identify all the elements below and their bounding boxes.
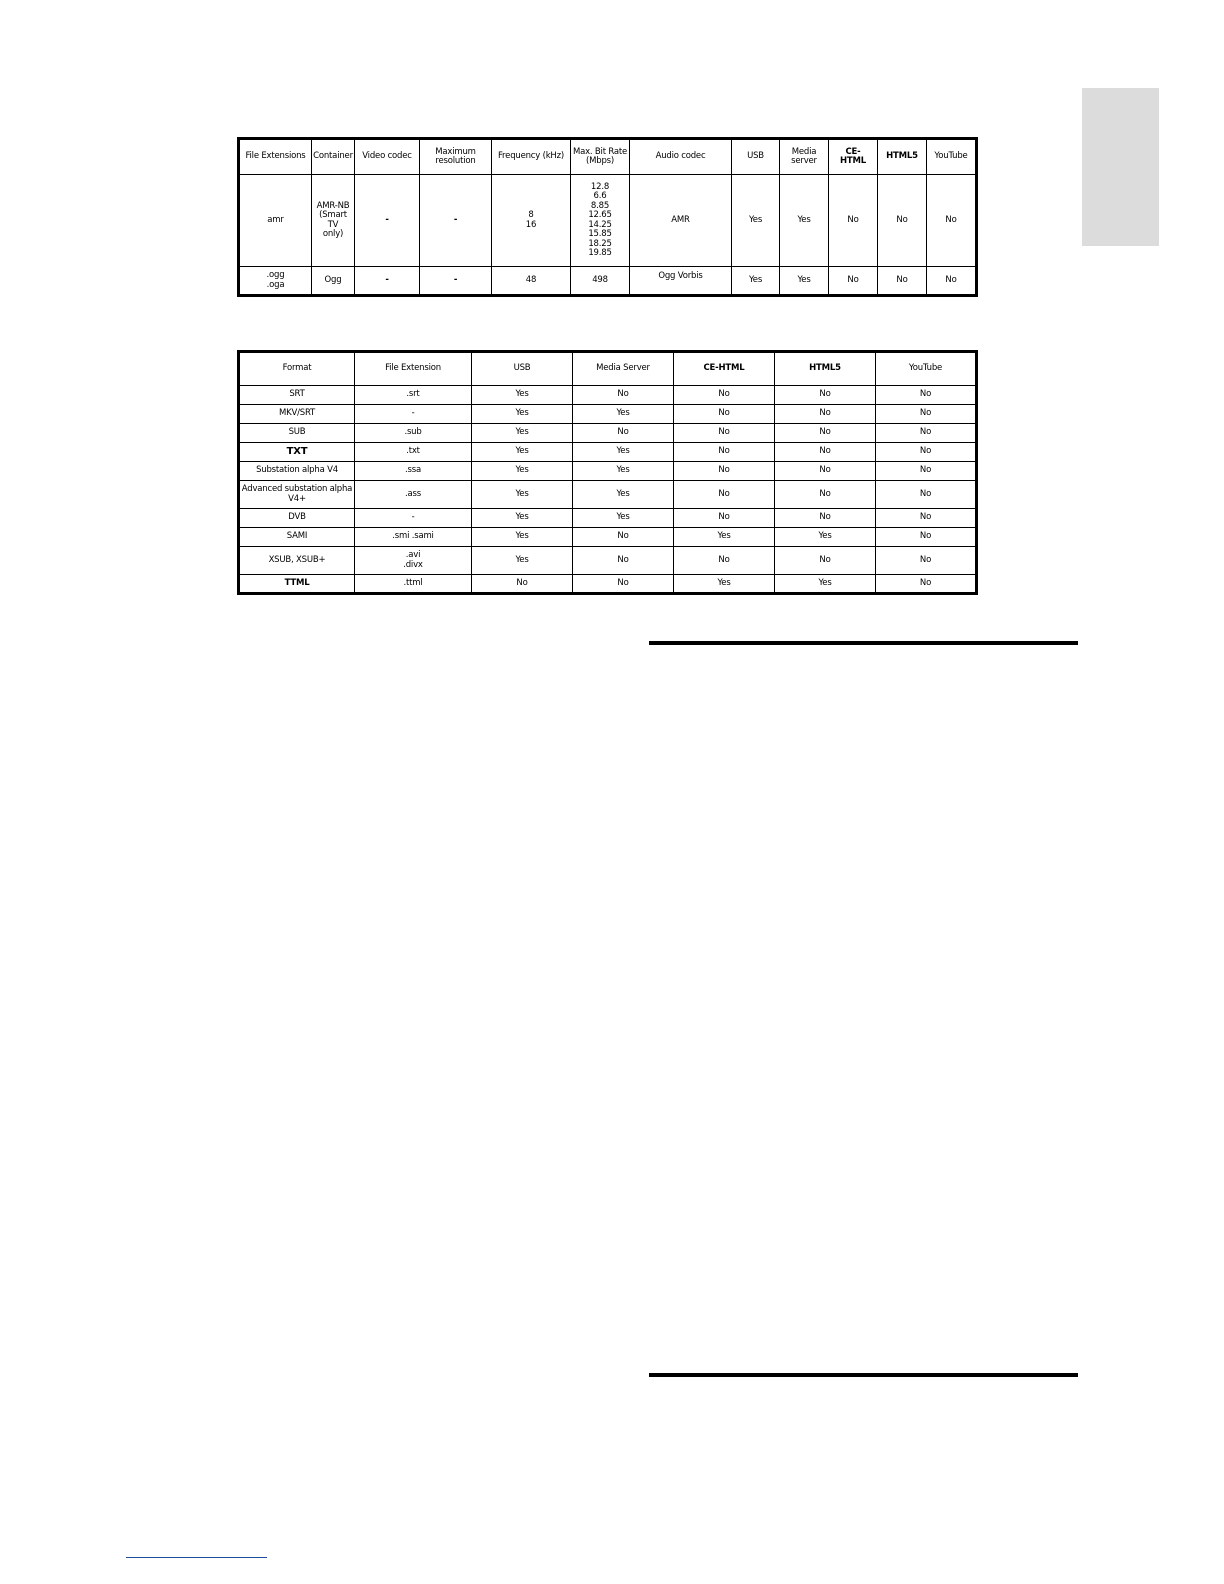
table-row — [239, 575, 977, 594]
cell-frequency: 8 16 — [492, 175, 571, 267]
cell-extension: .srt — [355, 386, 472, 405]
cell-extension: .ssa — [355, 462, 472, 481]
cell-youtube: No — [876, 405, 977, 424]
cell-extension: .avi .divx — [355, 547, 472, 575]
cell-html5: No — [775, 462, 876, 481]
cell-youtube: No — [927, 267, 977, 296]
table-row — [239, 424, 977, 443]
cell-max-resolution: - — [420, 267, 492, 296]
cell-youtube: No — [876, 424, 977, 443]
cell-media-server: No — [573, 386, 674, 405]
cell-html5: Yes — [775, 575, 876, 594]
cell-format: DVB — [239, 509, 355, 528]
table-row — [239, 175, 977, 267]
cell-video-codec: - — [355, 175, 420, 267]
cell-extension: - — [355, 509, 472, 528]
cell-format: TXT — [239, 443, 355, 462]
cell-youtube: No — [876, 547, 977, 575]
cell-youtube: No — [876, 528, 977, 547]
cell-file-extension: .ogg .oga — [239, 267, 312, 296]
cell-youtube: No — [876, 386, 977, 405]
cell-ce-html: No — [674, 405, 775, 424]
cell-format: SUB — [239, 424, 355, 443]
cell-format: Substation alpha V4 — [239, 462, 355, 481]
cell-ce-html: No — [674, 443, 775, 462]
cell-ce-html: No — [674, 481, 775, 509]
cell-media-server: Yes — [573, 462, 674, 481]
cell-media-server: No — [573, 547, 674, 575]
cell-usb: Yes — [472, 424, 573, 443]
audio-col-audio-codec: Audio codec — [630, 139, 732, 175]
sub-col-file-extension: File Extension — [355, 352, 472, 386]
table-row — [239, 386, 977, 405]
section-divider-bottom — [649, 1373, 1078, 1377]
cell-usb: Yes — [472, 405, 573, 424]
audio-col-max-resolution: Maximum resolution — [420, 139, 492, 175]
sub-col-format: Format — [239, 352, 355, 386]
cell-format: TTML — [239, 575, 355, 594]
cell-extension: .ass — [355, 481, 472, 509]
cell-media-server: No — [573, 575, 674, 594]
cell-usb: No — [472, 575, 573, 594]
cell-media-server: Yes — [573, 509, 674, 528]
cell-format: XSUB, XSUB+ — [239, 547, 355, 575]
cell-html5: No — [775, 443, 876, 462]
cell-extension: .sub — [355, 424, 472, 443]
audio-format-table — [237, 137, 978, 297]
audio-col-ce-html: CE- HTML — [829, 139, 878, 175]
cell-video-codec: - — [355, 267, 420, 296]
cell-youtube: No — [876, 509, 977, 528]
cell-usb: Yes — [472, 481, 573, 509]
table-row — [239, 528, 977, 547]
audio-col-video-codec: Video codec — [355, 139, 420, 175]
cell-youtube: No — [876, 443, 977, 462]
table-row — [239, 509, 977, 528]
cell-extension: .txt — [355, 443, 472, 462]
audio-col-frequency: Frequency (kHz) — [492, 139, 571, 175]
cell-ce-html: No — [674, 386, 775, 405]
cell-extension: .ttml — [355, 575, 472, 594]
cell-format: SAMI — [239, 528, 355, 547]
cell-max-resolution: - — [420, 175, 492, 267]
cell-ce-html: No — [829, 175, 878, 267]
cell-ce-html: Yes — [674, 528, 775, 547]
table-row — [239, 481, 977, 509]
cell-youtube: No — [876, 481, 977, 509]
cell-youtube: No — [876, 462, 977, 481]
cell-bit-rate: 498 — [571, 267, 630, 296]
cell-ce-html: No — [674, 424, 775, 443]
audio-col-html5: HTML5 — [878, 139, 927, 175]
audio-col-container: Container — [312, 139, 355, 175]
cell-html5: No — [775, 386, 876, 405]
audio-col-media-server: Media server — [780, 139, 829, 175]
cell-usb: Yes — [472, 547, 573, 575]
table-row — [239, 267, 977, 296]
sub-col-youtube: YouTube — [876, 352, 977, 386]
cell-media-server: Yes — [780, 267, 829, 296]
cell-usb: Yes — [472, 386, 573, 405]
cell-format: MKV/SRT — [239, 405, 355, 424]
chapter-side-tab — [1082, 88, 1159, 246]
footer-link-underline — [126, 1557, 267, 1558]
cell-ce-html: No — [674, 509, 775, 528]
cell-html5: No — [775, 509, 876, 528]
table-row — [239, 547, 977, 575]
cell-audio-codec: AMR — [630, 175, 732, 267]
cell-html5: No — [775, 405, 876, 424]
audio-col-max-bit-rate: Max. Bit Rate (Mbps) — [571, 139, 630, 175]
sub-col-usb: USB — [472, 352, 573, 386]
table-row — [239, 405, 977, 424]
cell-usb: Yes — [732, 175, 780, 267]
sub-col-html5: HTML5 — [775, 352, 876, 386]
cell-container: AMR-NB (Smart TV only) — [312, 175, 355, 267]
sub-col-media-server: Media Server — [573, 352, 674, 386]
cell-ce-html: No — [829, 267, 878, 296]
cell-media-server: Yes — [573, 405, 674, 424]
table-row — [239, 443, 977, 462]
subtitle-table-header — [239, 352, 977, 386]
cell-usb: Yes — [472, 509, 573, 528]
table-row — [239, 462, 977, 481]
cell-ce-html: No — [674, 462, 775, 481]
cell-youtube: No — [876, 575, 977, 594]
cell-usb: Yes — [472, 528, 573, 547]
audio-col-usb: USB — [732, 139, 780, 175]
cell-media-server: No — [573, 528, 674, 547]
cell-media-server: Yes — [573, 481, 674, 509]
cell-frequency: 48 — [492, 267, 571, 296]
cell-youtube: No — [927, 175, 977, 267]
cell-html5: No — [775, 424, 876, 443]
cell-ce-html: No — [674, 547, 775, 575]
cell-extension: - — [355, 405, 472, 424]
cell-format: SRT — [239, 386, 355, 405]
cell-html5: No — [878, 267, 927, 296]
audio-table-header — [239, 139, 977, 175]
cell-usb: Yes — [732, 267, 780, 296]
cell-media-server: No — [573, 424, 674, 443]
cell-media-server: Yes — [780, 175, 829, 267]
cell-container: Ogg — [312, 267, 355, 296]
audio-col-file-extensions: File Extensions — [239, 139, 312, 175]
subtitle-format-table — [237, 350, 978, 595]
cell-bit-rate: 12.8 6.6 8.85 12.65 14.25 15.85 18.25 19.85 — [571, 175, 630, 267]
cell-extension: .smi .sami — [355, 528, 472, 547]
cell-html5: No — [775, 547, 876, 575]
cell-usb: Yes — [472, 462, 573, 481]
section-divider-top — [649, 641, 1078, 645]
cell-format: Advanced substation alpha V4+ — [239, 481, 355, 509]
cell-html5: Yes — [775, 528, 876, 547]
cell-usb: Yes — [472, 443, 573, 462]
cell-media-server: Yes — [573, 443, 674, 462]
sub-col-ce-html: CE-HTML — [674, 352, 775, 386]
cell-ce-html: Yes — [674, 575, 775, 594]
cell-html5: No — [775, 481, 876, 509]
cell-audio-codec: Ogg Vorbis — [630, 267, 732, 296]
cell-html5: No — [878, 175, 927, 267]
audio-col-youtube: YouTube — [927, 139, 977, 175]
cell-file-extension: amr — [239, 175, 312, 267]
